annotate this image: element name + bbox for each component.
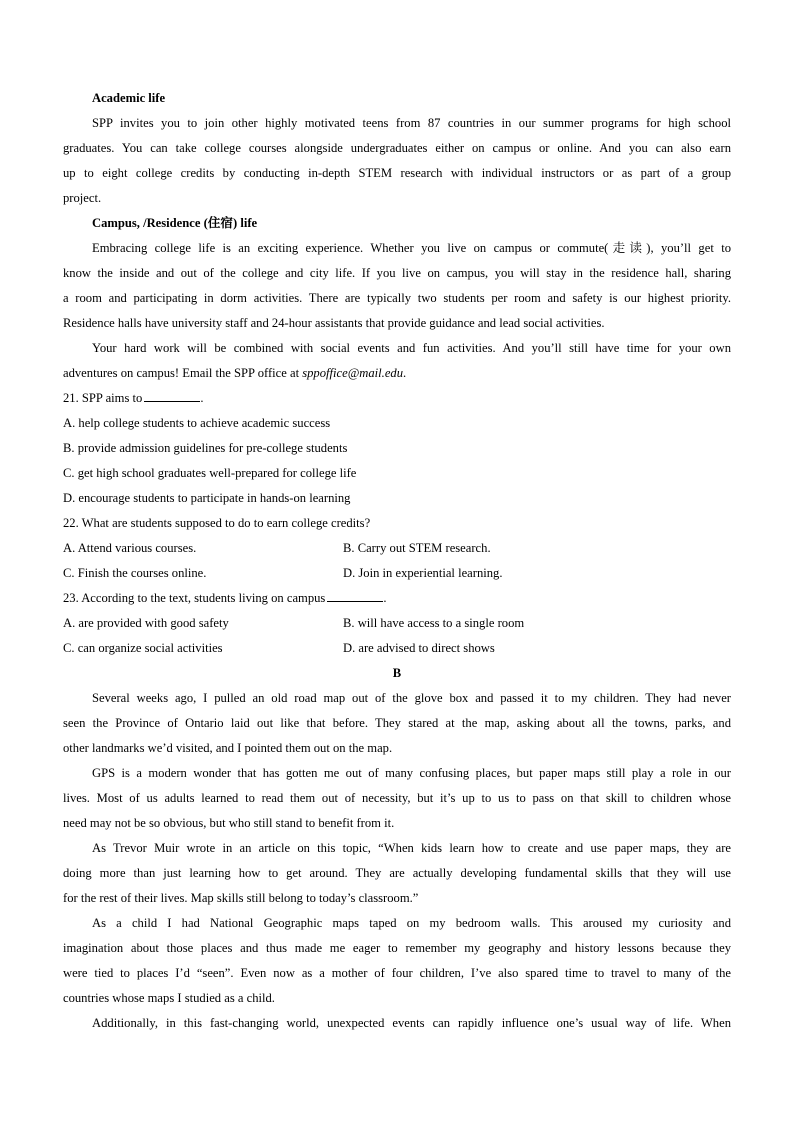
q21-option-a: A. help college students to achieve academic success <box>63 416 331 430</box>
email-address: sppoffice@mail.edu <box>302 366 404 380</box>
q23-options-row-2 <box>63 636 731 661</box>
campus-line-1: Embracing college life is an exciting experience. Whether you live on campus or commute(走读), you’ll get to <box>92 241 731 255</box>
academic-line-4: project. <box>63 191 102 205</box>
q23-option-a: A. are provided with good safety <box>63 616 229 630</box>
section-b-title: B <box>392 666 402 680</box>
campus-line-3: a room and participating in dorm activities. There are typically two students per room and safety is our highest priority. <box>63 291 731 305</box>
q21-option-b: B. provide admission guidelines for pre-college students <box>63 441 348 455</box>
question-21-stem <box>63 386 731 411</box>
q21-answer-blank <box>144 388 200 402</box>
q22-option-a: A. Attend various courses. <box>63 541 197 555</box>
question-23-stem <box>63 586 731 611</box>
q21-stem-end: . <box>200 391 204 405</box>
b-para1-line-1: Several weeks ago, I pulled an old road map out of the glove box and passed it to my children. They had never <box>92 691 731 705</box>
work-line-2-suffix: . <box>403 366 407 380</box>
b-para4-line-4: countries whose maps I studied as a child. <box>63 991 275 1005</box>
q23-option-b: B. will have access to a single room <box>343 616 525 630</box>
b-para3-line-1: As Trevor Muir wrote in an article on this topic, “When kids learn how to create and use paper maps, they are <box>92 841 731 855</box>
b-para2-line-2: lives. Most of us adults learned to read them out of necessity, but it’s up to us to pass on that skill to children whose <box>63 791 731 805</box>
academic-line-3: up to eight college credits by conducting in-depth STEM research with individual instructors or as part of a group <box>63 166 731 180</box>
heading-academic-life: Academic life <box>92 91 166 105</box>
document-page <box>63 86 731 1036</box>
campus-line-4: Residence halls have university staff and 24-hour assistants that provide guidance and lead social activities. <box>63 316 605 330</box>
academic-line-1: SPP invites you to join other highly motivated teens from 87 countries in our summer programs for high school <box>92 116 731 130</box>
work-line-2 <box>63 361 731 386</box>
b-para5-line-1: Additionally, in this fast-changing world, unexpected events can rapidly influence one’s usual way of life. When <box>92 1016 731 1030</box>
work-line-1: Your hard work will be combined with social events and fun activities. And you’ll still have time for your own <box>92 341 731 355</box>
b-para4-line-3: were tied to places I’d “seen”. Even now as a mother of four children, I’ve also spared time to travel to many of the <box>63 966 731 980</box>
q23-options-row-1 <box>63 611 731 636</box>
q22-option-c: C. Finish the courses online. <box>63 566 207 580</box>
question-22-stem: 22. What are students supposed to do to earn college credits? <box>63 516 371 530</box>
work-line-2-prefix: adventures on campus! Email the SPP office at <box>63 366 303 380</box>
q23-option-c: C. can organize social activities <box>63 641 223 655</box>
q21-option-c: C. get high school graduates well-prepared for college life <box>63 466 357 480</box>
q23-option-d: D. are advised to direct shows <box>343 641 495 655</box>
b-para3-line-3: for the rest of their lives. Map skills still belong to today’s classroom.” <box>63 891 419 905</box>
b-para1-line-3: other landmarks we’d visited, and I pointed them out on the map. <box>63 741 393 755</box>
b-para2-line-3: need may not be so obvious, but who still stand to benefit from it. <box>63 816 395 830</box>
b-para4-line-2: imagination about those places and thus made me eager to remember my geography and history lessons because they <box>63 941 731 955</box>
q21-stem-text: 21. SPP aims to <box>63 391 143 405</box>
q22-options-row-1 <box>63 536 731 561</box>
b-para2-line-1: GPS is a modern wonder that has gotten me out of many confusing places, but paper maps still play a role in our <box>92 766 731 780</box>
q23-stem-text: 23. According to the text, students living on campus <box>63 591 326 605</box>
q23-stem-end: . <box>383 591 387 605</box>
campus-line-2: know the inside and out of the college and city life. If you live on campus, you will stay in the residence hall, sharing <box>63 266 731 280</box>
q22-options-row-2 <box>63 561 731 586</box>
q23-answer-blank <box>327 588 383 602</box>
b-para4-line-1: As a child I had National Geographic maps taped on my bedroom walls. This aroused my curiosity and <box>92 916 731 930</box>
q22-option-b: B. Carry out STEM research. <box>343 541 491 555</box>
heading-campus-life: Campus, /Residence (住宿) life <box>92 216 258 230</box>
b-para1-line-2: seen the Province of Ontario laid out like that before. They stared at the map, asking about all the towns, parks, and <box>63 716 731 730</box>
b-para3-line-2: doing more than just learning how to get around. They are actually developing fundamental skills that they will use <box>63 866 731 880</box>
q22-option-d: D. Join in experiential learning. <box>343 566 503 580</box>
academic-line-2: graduates. You can take college courses alongside undergraduates either on campus or online. And you can also earn <box>63 141 731 155</box>
q21-option-d: D. encourage students to participate in hands-on learning <box>63 491 351 505</box>
